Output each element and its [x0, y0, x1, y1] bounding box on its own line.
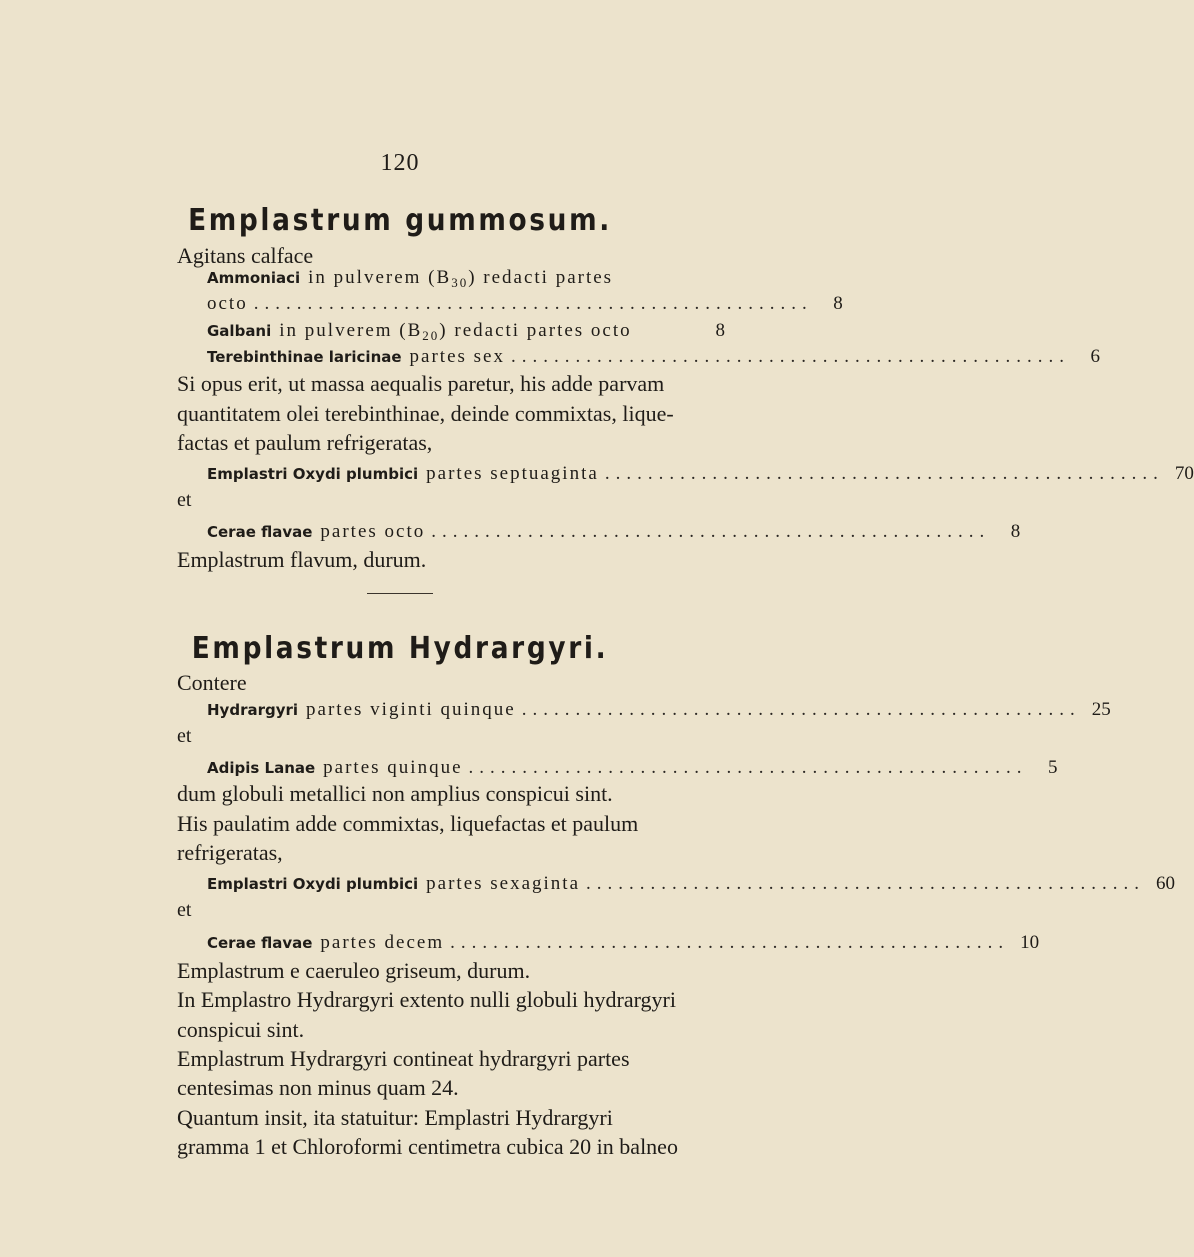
ingredient-hydrargyri: [207, 699, 1111, 721]
ingredient-desc: partes decem: [320, 932, 445, 953]
paragraph-line: quantitatem olei terebinthinae, deinde commixtas, lique-: [177, 401, 674, 426]
ingredient-desc: partes octo: [320, 521, 426, 542]
ingredient-desc: partes sex: [409, 346, 505, 367]
ingredient-desc: partes septuaginta: [426, 463, 599, 484]
ingredient-ammoniaci: [207, 267, 725, 291]
result-line: Emplastrum flavum, durum.: [177, 547, 427, 572]
paragraph-line: centesimas non minus quam 24.: [177, 1075, 459, 1100]
quantity: 25: [1091, 699, 1111, 720]
paragraph-line: gramma 1 et Chloroformi centimetra cubica 20 in balneo: [177, 1134, 678, 1159]
heading-emplastrum-hydrargyri: Emplastrum Hydrargyri.: [191, 631, 609, 666]
quantity: 5: [1048, 757, 1058, 778]
page-number: 120: [380, 150, 420, 176]
drug-name: Hydrargyri: [207, 701, 299, 719]
drug-name: Emplastri Oxydi plumbici: [207, 875, 419, 893]
paragraph-line: dum globuli metallici non amplius conspicui sint.: [177, 781, 613, 806]
leader-dots: ....................................................: [521, 699, 1081, 720]
paragraph-line: His paulatim adde commixtas, liquefactas et paulum: [177, 811, 639, 836]
leader-dots: ....................................................: [604, 463, 1164, 484]
paragraph-line: In Emplastro Hydrargyri extento nulli globuli hydrargyri: [177, 987, 676, 1012]
quantity: 6: [1090, 346, 1100, 367]
quantity: 10: [1020, 932, 1040, 953]
leader-dots: ....................................................: [511, 346, 1070, 367]
paragraph-line: Emplastrum e caeruleo griseum, durum.: [177, 958, 531, 983]
ingredient-desc: partes quinque: [323, 757, 463, 778]
ingredient-terebinthinae: [207, 346, 1100, 368]
paragraph-line: Quantum insit, ita statuitur: Emplastri Hydrargyri: [177, 1105, 613, 1130]
paragraph-line: factas et paulum refrigeratas,: [177, 430, 433, 455]
paragraph-line: Si opus erit, ut massa aequalis paretur, his adde parvam: [177, 371, 665, 396]
ingredient-ammoniaci-cont: [207, 293, 843, 315]
leader-dots: ....................................................: [450, 932, 1010, 953]
ingredient-adipis-lanae: [207, 757, 1058, 779]
leader-dots: ....................................................: [586, 873, 1146, 894]
intro-contere: Contere: [177, 670, 247, 695]
section-divider: [367, 593, 433, 594]
heading-emplastrum-gummosum: Emplastrum gummosum.: [188, 203, 612, 238]
ingredient-desc: octo: [207, 293, 248, 314]
drug-name: Galbani: [207, 322, 272, 340]
ingredient-desc: in pulverem $(B_{20})$ redacti partes octo: [279, 320, 632, 343]
quantity: 70: [1174, 463, 1194, 484]
drug-name: Emplastri Oxydi plumbici: [207, 465, 419, 483]
drug-name: Adipis Lanae: [207, 759, 316, 777]
quantity: 8: [715, 320, 725, 341]
et-connector: et: [177, 489, 192, 511]
leader-dots: ....................................................: [431, 521, 991, 542]
ingredient-desc: partes viginti quinque: [306, 699, 516, 720]
paragraph-line: Emplastrum Hydrargyri contineat hydrargyri partes: [177, 1046, 630, 1071]
paragraph-line: refrigeratas,: [177, 840, 283, 865]
drug-name: Cerae flavae: [207, 523, 313, 541]
leader-dots: ....................................................: [253, 293, 813, 314]
et-connector: et: [177, 725, 192, 747]
intro-agitans: Agitans calface: [177, 243, 314, 268]
leader-dots: ....................................................: [468, 757, 1028, 778]
ingredient-desc: partes sexaginta: [426, 873, 581, 894]
ingredient-emplastri-oxydi-2: [207, 873, 1176, 895]
ingredient-galbani: [207, 320, 725, 344]
drug-name: Terebinthinae laricinae: [207, 348, 402, 366]
paragraph-line: conspicui sint.: [177, 1017, 305, 1042]
et-connector: et: [177, 899, 192, 921]
drug-name: Ammoniaci: [207, 269, 301, 287]
quantity: 60: [1156, 873, 1176, 894]
drug-name: Cerae flavae: [207, 934, 313, 952]
ingredient-cerae-flavae-2: [207, 932, 1040, 954]
quantity: 8: [1010, 521, 1021, 542]
quantity: 8: [833, 293, 843, 314]
ingredient-desc: in pulverem $(B_{30})$ redacti partes: [308, 267, 614, 290]
ingredient-emplastri-oxydi: [207, 463, 1194, 485]
ingredient-cerae-flavae: [207, 521, 1021, 543]
